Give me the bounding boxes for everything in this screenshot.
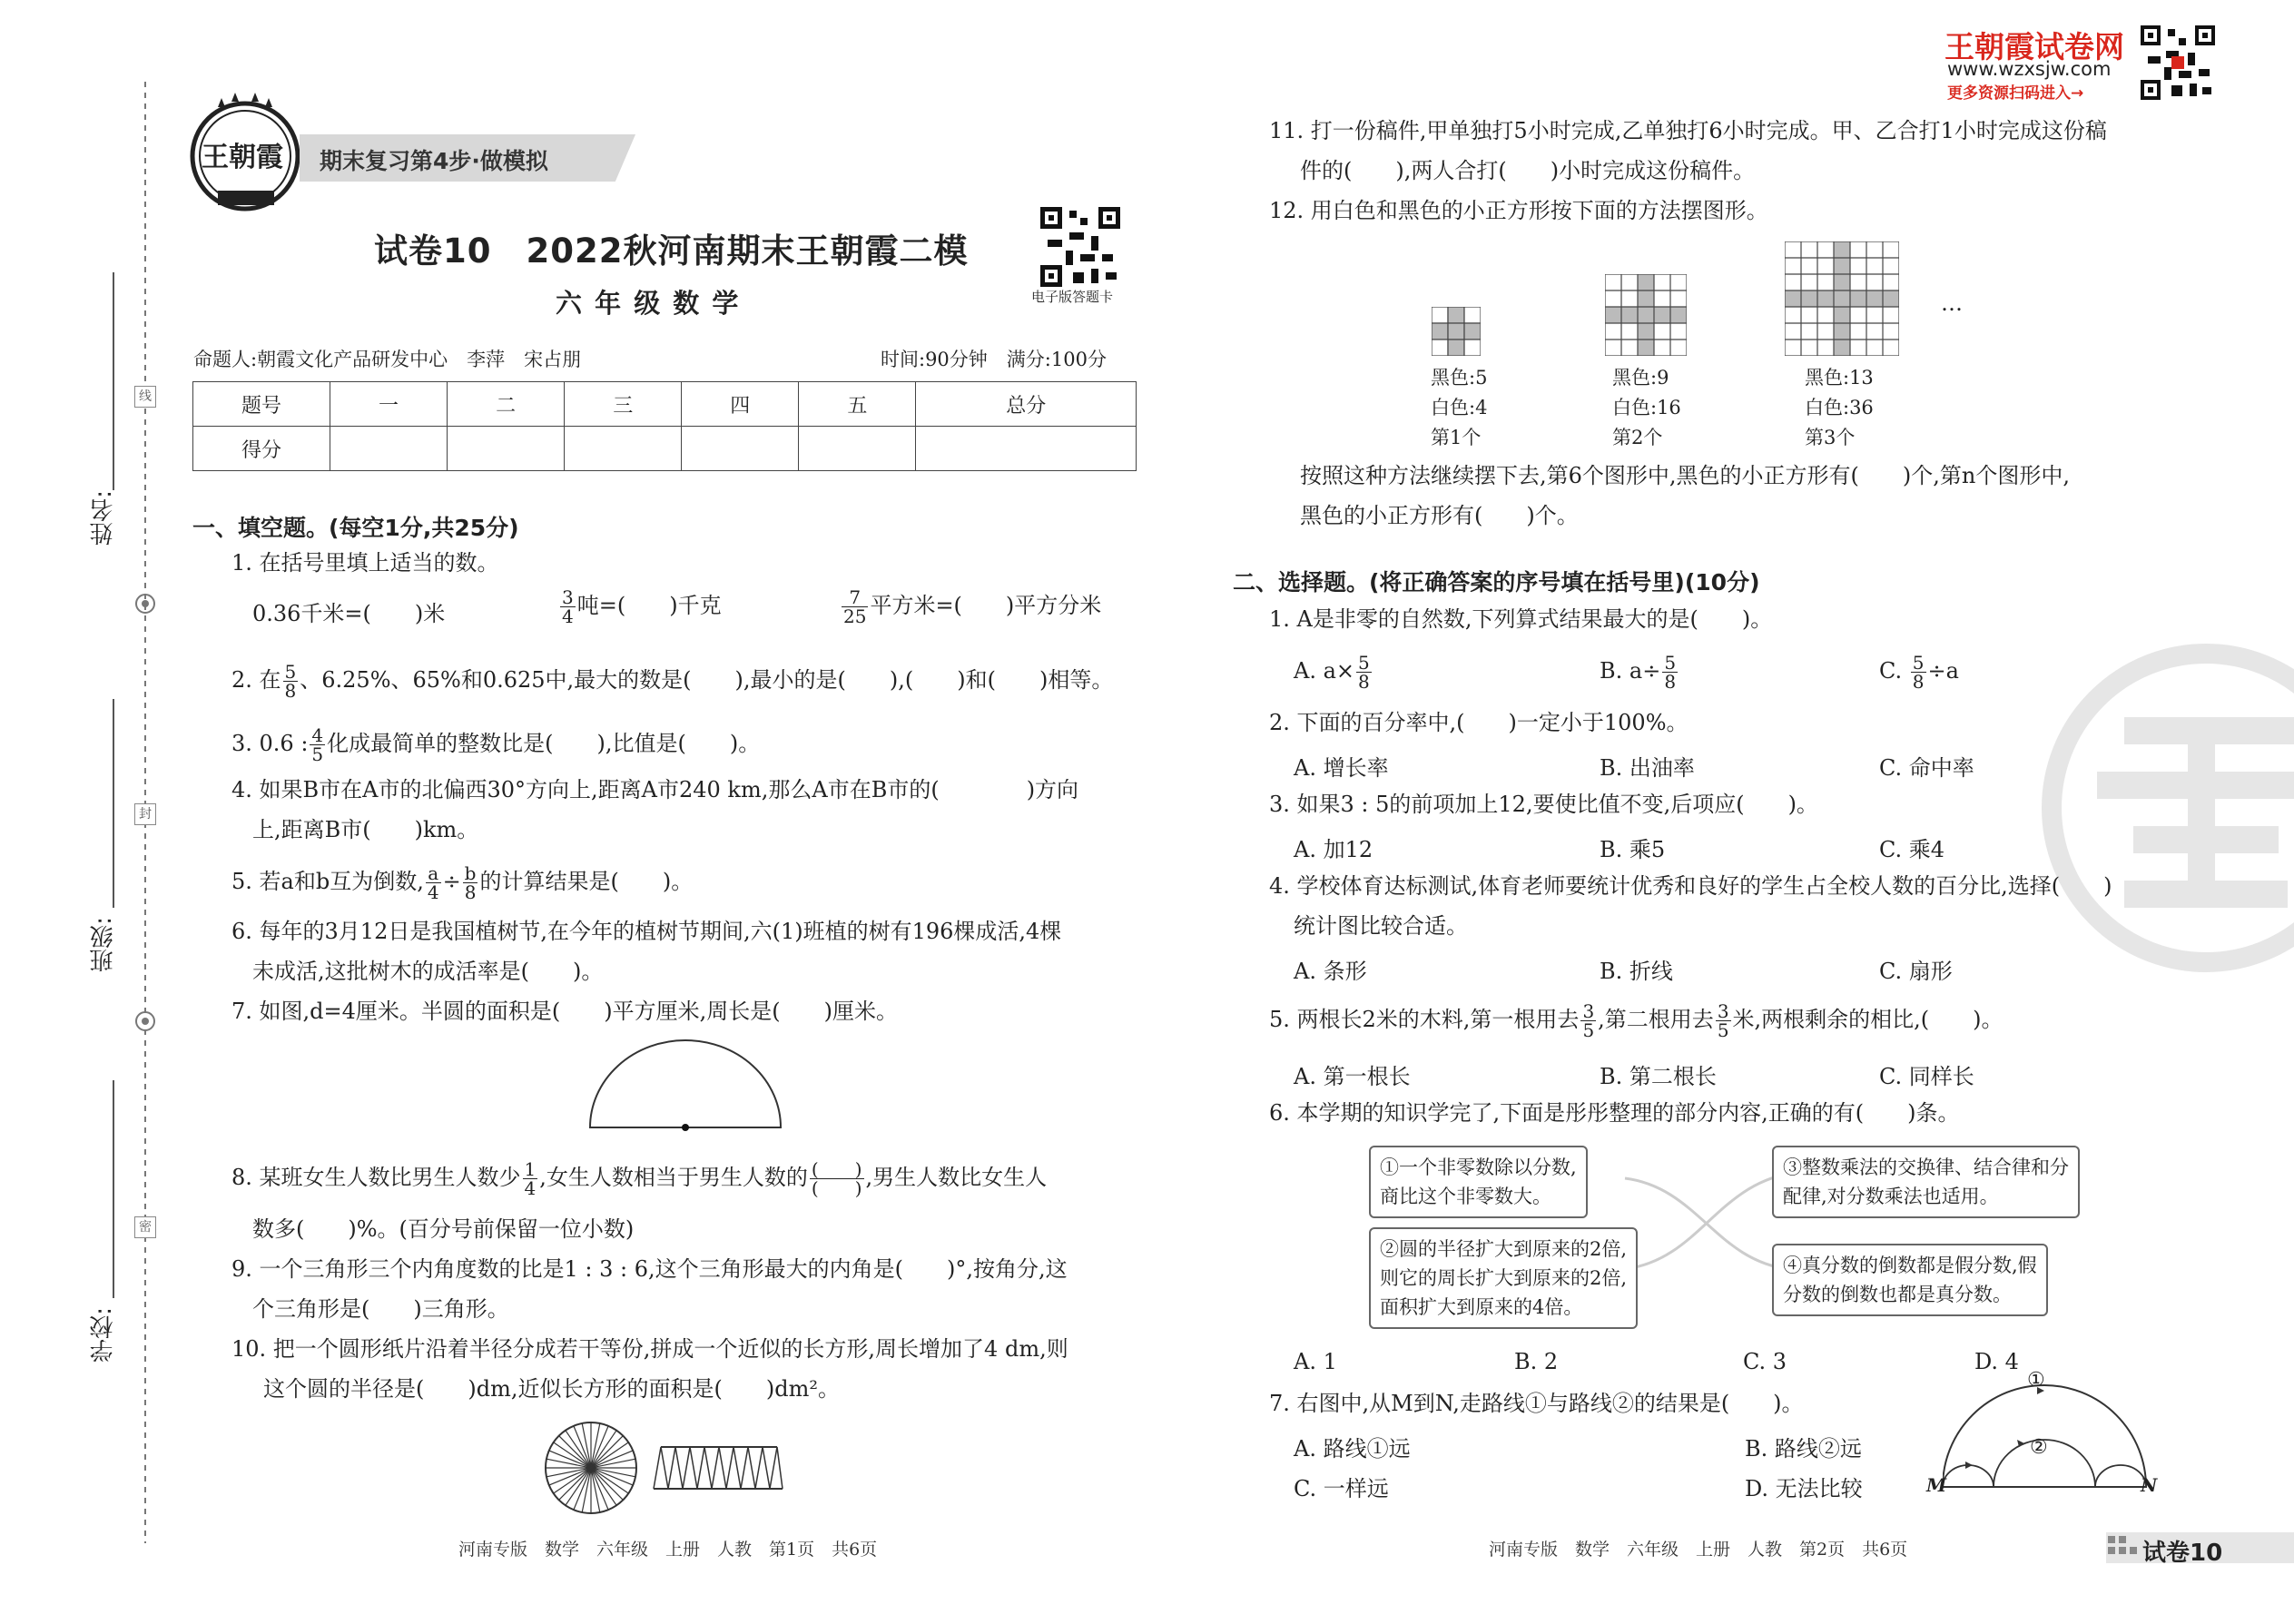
route-figure [1943, 1371, 2151, 1498]
choice-7-option-b[interactable]: B. 路线②远 [1745, 1436, 1862, 1462]
question-10-line1: 10. 把一个圆形纸片沿着半径分成若干等份,拼成一个近似的长方形,周长增加了4 dm,则 [231, 1336, 1068, 1362]
question-11-line2: 件的( ),两人合打( )小时完成这份稿件。 [1300, 158, 1756, 183]
question-12: 12. 用白色和黑色的小正方形按下面的方法摆图形。 [1269, 198, 1768, 223]
statement-box-4: ④真分数的倒数都是假分数,假 分数的倒数也都是真分数。 [1772, 1244, 2048, 1316]
fraction: $\frac{5}{8}$ [1664, 652, 1677, 693]
fraction: $\frac{4}{5}$ [311, 724, 324, 765]
statement-box-1: ①一个非零数除以分数, 商比这个非零数大。 [1369, 1146, 1588, 1218]
choice-5-option-a[interactable]: A. 第一根长 [1294, 1064, 1411, 1089]
score-header-cell: 五 [799, 382, 916, 427]
point-n-label: N [2141, 1474, 2158, 1496]
section-1-title: 一、填空题。(每空1分,共25分) [192, 515, 519, 541]
score-row-label: 得分 [193, 427, 330, 471]
question-1a: 0.36千米=( )米 [252, 601, 446, 626]
choice-7-option-a[interactable]: A. 路线①远 [1294, 1436, 1411, 1462]
question-11-line1: 11. 打一份稿件,甲单独打5小时完成,乙单独打6小时完成。甲、乙合打1小时完成这份稿 [1269, 118, 2107, 143]
score-cell[interactable] [799, 427, 916, 471]
paper-subtitle: 六 年 级 数 学 [556, 288, 741, 319]
logo-text: 王朝霞 [202, 142, 283, 173]
footer-left: 河南专版 数学 六年级 上册 人教 第1页 共6页 [458, 1540, 878, 1560]
question-7: 7. 如图,d=4厘米。半圆的面积是( )平方厘米,周长是( )厘米。 [231, 999, 898, 1024]
choice-7-option-d[interactable]: D. 无法比较 [1745, 1476, 1863, 1501]
choice-3: 3. 如果3 : 5的前项加上12,要使比值不变,后项应( )。 [1269, 792, 1818, 817]
choice-3-option-c[interactable]: C. 乘4 [1879, 837, 1945, 862]
approx-rectangle-figure [650, 1443, 786, 1492]
fraction: $\frac{3}{5}$ [1582, 1000, 1595, 1041]
choice-1-option-a[interactable]: A. a× $\frac{5}{8}$ [1294, 652, 1370, 693]
score-cell[interactable] [682, 427, 799, 471]
brand-scan-text: 更多资源扫码进入→ [1947, 84, 2084, 103]
question-8-line1: 8. 某班女生人数比男生人数少 $\frac{1}{4}$ ,女生人数相当于男生人数的 $\frac{( )}{( )}$ ,男生人数比女生人 [231, 1158, 1048, 1199]
score-cell[interactable] [565, 427, 682, 471]
question-8-line2: 数多( )%。(百分号前保留一位小数) [252, 1216, 635, 1242]
choice-5-option-b[interactable]: B. 第二根长 [1600, 1064, 1717, 1089]
question-4-line2: 上,距离B市( )km。 [252, 817, 479, 842]
choice-3-option-a[interactable]: A. 加12 [1294, 837, 1373, 862]
tag-grid-icon [2108, 1536, 2141, 1560]
question-10-line2: 这个圆的半径是( )dm,近似长方形的面积是( )dm²。 [263, 1376, 840, 1402]
choice-3-option-b[interactable]: B. 乘5 [1600, 837, 1666, 862]
score-header-cell: 一 [330, 382, 448, 427]
choice-5: 5. 两根长2米的木料,第一根用去 $\frac{3}{5}$ ,第二根用去 $\frac{3}{5}$ 米,两根剩余的相比,( )。 [1269, 1000, 2004, 1041]
question-5: 5. 若a和b互为倒数, $\frac{a}{4}$ ÷ $\frac{b}{8}$ 的计算结果是( )。 [231, 862, 694, 903]
school-label: 学校: [90, 1307, 117, 1363]
circle-sectors-figure [541, 1418, 641, 1518]
fraction: $\frac{5}{8}$ [284, 661, 297, 702]
choice-4-option-a[interactable]: A. 条形 [1294, 959, 1367, 984]
seal-seal-char: 封 [134, 803, 156, 825]
qr-label: 电子版答题卡 [1031, 289, 1114, 305]
choice-4-line1: 4. 学校体育达标测试,体育老师要统计优秀和良好的学生占全校人数的百分比,选择( ) [1269, 873, 2112, 899]
score-header-cell: 二 [448, 382, 565, 427]
score-cell[interactable] [330, 427, 448, 471]
choice-7-option-c[interactable]: C. 一样远 [1294, 1476, 1389, 1501]
section-2-title: 二、选择题。(将正确答案的序号填在括号里)(10分) [1233, 569, 1760, 595]
choice-2-option-c[interactable]: C. 命中率 [1879, 755, 1974, 781]
choice-4-option-b[interactable]: B. 折线 [1600, 959, 1673, 984]
score-cell[interactable] [448, 427, 565, 471]
seal-secret-char: 密 [134, 1216, 156, 1238]
choice-6: 6. 本学期的知识学完了,下面是彤彤整理的部分内容,正确的有( )条。 [1269, 1100, 1960, 1126]
choice-1: 1. A是非零的自然数,下列算式结果最大的是( )。 [1269, 606, 1773, 632]
question-12-line3: 黑色的小正方形有( )个。 [1300, 503, 1579, 528]
pattern-figure-1 [1432, 307, 1481, 356]
choice-4-line2: 统计图比较合适。 [1294, 913, 1468, 939]
question-1b: $\frac{3}{4}$ 吨=( )千克 [562, 586, 722, 627]
brand-url[interactable]: www.wzxsjw.com [1947, 58, 2112, 80]
question-1: 1. 在括号里填上适当的数。 [231, 550, 499, 576]
statement-box-3: ③整数乘法的交换律、结合律和分 配律,对分数乘法也适用。 [1772, 1146, 2080, 1218]
question-2: 2. 在 $\frac{5}{8}$ 、6.25%、65%和0.625中,最大的数是( ),最小的是( ),( )和( )相等。 [231, 661, 1114, 702]
score-header-cell: 题号 [193, 382, 330, 427]
question-9-line2: 个三角形是( )三角形。 [252, 1296, 509, 1322]
fraction: $\frac{1}{4}$ [524, 1158, 537, 1199]
score-header-cell: 四 [682, 382, 799, 427]
binding-ring-icon [132, 1008, 159, 1035]
time-score-line: 时间:90分钟 满分:100分 [881, 349, 1107, 370]
choice-6-option-b[interactable]: B. 2 [1514, 1349, 1559, 1374]
authors-line: 命题人:朝霞文化产品研发中心 李萍 宋占朋 [193, 349, 582, 370]
choice-7: 7. 右图中,从M到N,走路线①与路线②的结果是( )。 [1269, 1391, 1804, 1416]
score-header-row [193, 382, 1137, 427]
choice-2-option-b[interactable]: B. 出油率 [1600, 755, 1695, 781]
secret-watermark-icon [2024, 635, 2294, 980]
score-table [192, 381, 1137, 471]
question-12-line2: 按照这种方法继续摆下去,第6个图形中,黑色的小正方形有( )个,第n个图形中, [1300, 463, 2070, 488]
route-1-label: ① [2027, 1369, 2045, 1392]
choice-5-option-c[interactable]: C. 同样长 [1879, 1064, 1974, 1089]
choice-2-option-a[interactable]: A. 增长率 [1294, 755, 1389, 781]
fraction: $\frac{b}{8}$ [464, 862, 477, 903]
brand-name: 王朝霞试卷网 [1944, 29, 2124, 64]
question-1c: $\frac{7}{25}$ 平方米=( )平方分米 [843, 586, 1102, 627]
answer-fraction-blank[interactable]: $\frac{( )}{( )}$ [811, 1158, 862, 1199]
choice-1-option-b[interactable]: B. a÷ $\frac{5}{8}$ [1600, 652, 1677, 693]
fraction: $\frac{3}{5}$ [1717, 1000, 1729, 1041]
choice-2: 2. 下面的百分率中,( )一定小于100%。 [1269, 710, 1689, 735]
fraction: $\frac{7}{25}$ [843, 586, 867, 627]
statement-box-2: ②圆的半径扩大到原来的2倍, 则它的周长扩大到原来的2倍, 面积扩大到原来的4倍。 [1369, 1227, 1638, 1329]
question-6-line2: 未成活,这批树木的成活率是( )。 [252, 959, 604, 984]
choice-6-option-a[interactable]: A. 1 [1294, 1349, 1337, 1374]
point-m-label: M [1926, 1474, 1947, 1496]
connector-lines [1616, 1151, 1797, 1287]
score-cell[interactable] [916, 427, 1137, 471]
pattern-caption-2: 黑色:9 白色:16 第2个 [1612, 367, 1681, 448]
choice-6-option-c[interactable]: C. 3 [1743, 1349, 1787, 1374]
fraction: $\frac{3}{4}$ [562, 586, 574, 627]
question-3: 3. 0.6 : $\frac{4}{5}$ 化成最简单的整数比是( ),比值是( )。 [231, 724, 761, 765]
paper-title: 试卷10 2022秋河南期末王朝霞二模 [374, 231, 969, 271]
pattern-caption-3: 黑色:13 白色:36 第3个 [1805, 367, 1874, 448]
question-6-line1: 6. 每年的3月12日是我国植树节,在今年的植树节期间,六(1)班植的树有196棵成活,4棵 [231, 919, 1062, 944]
score-row [193, 427, 1137, 471]
choice-6-option-d[interactable]: D. 4 [1974, 1349, 2019, 1374]
pattern-figure-3 [1785, 241, 1899, 356]
seal-line-char: 线 [134, 386, 156, 408]
score-header-cell: 三 [565, 382, 682, 427]
binding-ring-icon [132, 590, 159, 617]
choice-1-option-c[interactable]: C. $\frac{5}{8}$ ÷a [1879, 652, 1959, 693]
footer-right: 河南专版 数学 六年级 上册 人教 第2页 共6页 [1489, 1540, 1908, 1560]
score-header-cell: 总分 [916, 382, 1137, 427]
pattern-ellipsis: … [1941, 290, 1963, 316]
question-9-line1: 9. 一个三角形三个内角度数的比是1 : 3 : 6,这个三角形最大的内角是( )°,按角分,这 [231, 1256, 1068, 1282]
fraction: $\frac{5}{8}$ [1912, 652, 1925, 693]
answer-card-qr-icon[interactable] [1040, 207, 1120, 287]
question-4-line1: 4. 如果B市在A市的北偏西30°方向上,距离A市240 km,那么A市在B市的( )方向 [231, 777, 1079, 802]
fraction: $\frac{a}{4}$ [427, 862, 439, 903]
banner-text: 期末复习第4步·做模拟 [320, 148, 548, 174]
fraction: $\frac{5}{8}$ [1358, 652, 1370, 693]
paper-tag: 试卷10 [2142, 1540, 2223, 1567]
name-label: 姓名: [90, 490, 117, 546]
choice-4-option-c[interactable]: C. 扇形 [1879, 959, 1953, 984]
semicircle-figure [586, 1035, 785, 1135]
binding-underlines [109, 272, 118, 1362]
pattern-caption-1: 黑色:5 白色:4 第1个 [1431, 367, 1488, 448]
pattern-figure-2 [1605, 274, 1687, 356]
class-label: 班级: [90, 917, 117, 972]
route-2-label: ② [2030, 1436, 2048, 1459]
brand-qr-icon[interactable] [2141, 25, 2215, 100]
